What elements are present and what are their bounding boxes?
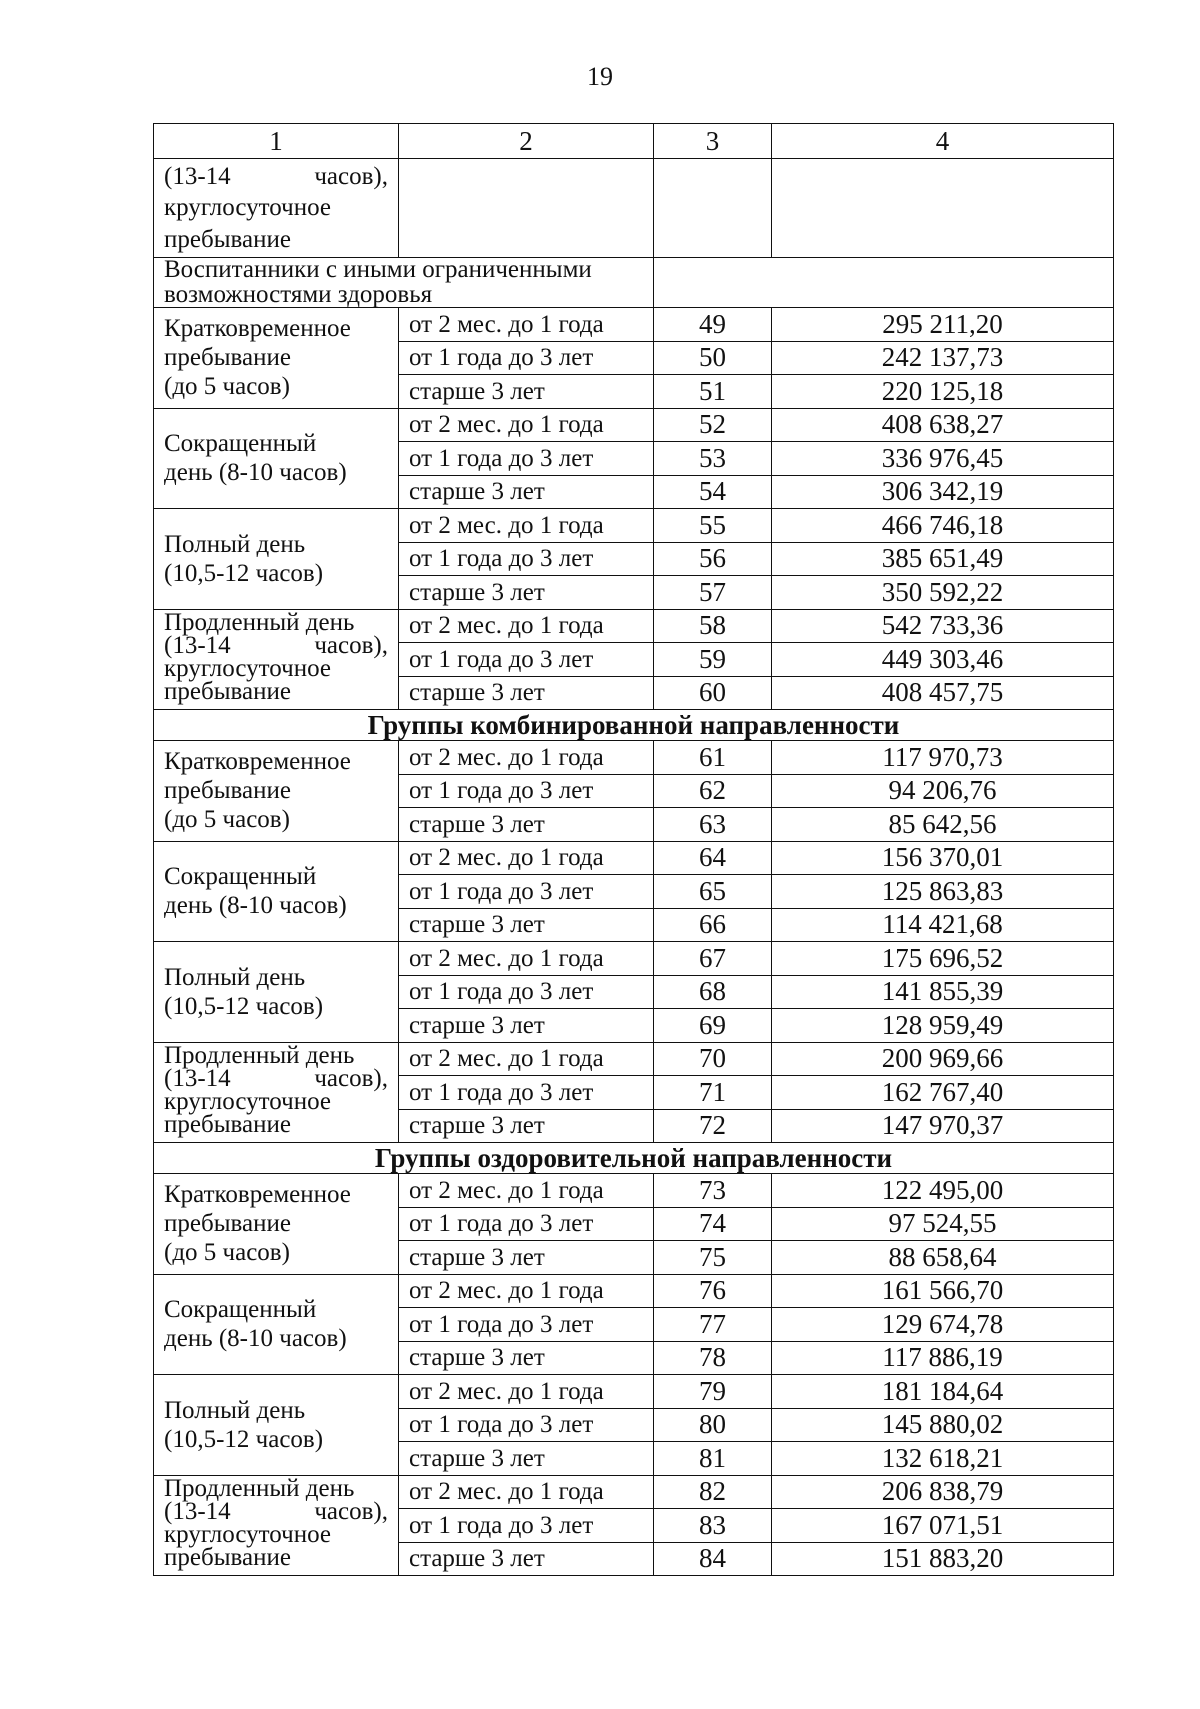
row-number-cell: 70 [654,1042,772,1076]
cost-value-cell: 141 855,39 [772,975,1114,1009]
stay-mode-line: Продленный день [164,608,355,636]
age-range-cell: от 1 года до 3 лет [399,341,654,375]
cost-value-cell: 114 421,68 [772,908,1114,942]
stay-mode-line: Полный день [164,963,306,991]
stay-mode-line: пребывание [164,344,291,372]
age-range-cell: от 2 мес. до 1 года [399,942,654,976]
cost-value-cell: 88 658,64 [772,1241,1114,1275]
cost-value-cell: 167 071,51 [772,1509,1114,1543]
table-row [154,841,1114,875]
age-range-cell: от 1 года до 3 лет [399,1207,654,1241]
cost-value-cell: 85 642,56 [772,808,1114,842]
cost-value-cell: 147 970,37 [772,1109,1114,1143]
cost-value-cell: 156 370,01 [772,841,1114,875]
column-header-1: 1 [154,124,399,159]
stay-mode-cell [154,1475,399,1576]
cost-value-cell: 128 959,49 [772,1009,1114,1043]
continuation-line: (13-14 часов), [164,163,388,191]
stay-mode-line: пребывание [164,1110,291,1138]
empty-cell [772,159,1114,258]
tariff-table [153,123,1114,1576]
age-range-cell: от 1 года до 3 лет [399,542,654,576]
cost-value-cell: 151 883,20 [772,1542,1114,1576]
category-line: Воспитанники с иными ограниченными [164,256,592,283]
cost-value-cell: 117 970,73 [772,741,1114,775]
stay-mode-cell [154,741,399,842]
cost-value-cell: 94 206,76 [772,774,1114,808]
stay-mode-line: день (8-10 часов) [164,459,347,487]
row-number-cell: 50 [654,341,772,375]
stay-mode-cell [154,942,399,1043]
row-number-cell: 72 [654,1109,772,1143]
age-range-cell: старше 3 лет [399,676,654,710]
stay-mode-cell [154,509,399,610]
stay-mode-line: (10,5-12 часов) [164,559,324,587]
table-row [154,1174,1114,1208]
category-row [154,258,1114,308]
row-number-cell: 56 [654,542,772,576]
section-title: Группы оздоровительной направленности [154,1143,1114,1174]
age-range-cell: от 1 года до 3 лет [399,442,654,476]
age-range-cell: старше 3 лет [399,808,654,842]
table-row [154,408,1114,442]
continuation-line: пребывание [164,225,291,253]
age-range-cell: от 1 года до 3 лет [399,1076,654,1110]
stay-mode-cell [154,1042,399,1143]
age-range-cell: от 2 мес. до 1 года [399,841,654,875]
continuation-line: круглосуточное [164,194,331,222]
row-number-cell: 59 [654,643,772,677]
section-header-row [154,710,1114,741]
stay-mode-line: круглосуточное [164,1520,331,1548]
stay-mode-line: круглосуточное [164,1087,331,1115]
row-number-cell: 66 [654,908,772,942]
row-number-cell: 75 [654,1241,772,1275]
age-range-cell: старше 3 лет [399,1009,654,1043]
table-row [154,741,1114,775]
table-header-row [154,124,1114,159]
stay-mode-line: (до 5 часов) [164,806,290,834]
table-row [154,1042,1114,1076]
row-number-cell: 67 [654,942,772,976]
row-number-cell: 79 [654,1375,772,1409]
stay-mode-cell [154,1274,399,1375]
continuation-mode-cell [154,159,399,258]
age-range-cell: от 2 мес. до 1 года [399,509,654,543]
cost-value-cell: 385 651,49 [772,542,1114,576]
stay-mode-line: (13-14 часов), [164,631,388,659]
cost-value-cell: 132 618,21 [772,1442,1114,1476]
stay-mode-line: круглосуточное [164,654,331,682]
cost-value-cell: 175 696,52 [772,942,1114,976]
age-range-cell: старше 3 лет [399,1109,654,1143]
section-header-row [154,1143,1114,1174]
table-row [154,1375,1114,1409]
stay-mode-cell [154,1174,399,1275]
row-number-cell: 83 [654,1509,772,1543]
age-range-cell: старше 3 лет [399,1542,654,1576]
age-range-cell: от 2 мес. до 1 года [399,1174,654,1208]
row-number-cell: 53 [654,442,772,476]
stay-mode-line: (10,5-12 часов) [164,1425,324,1453]
stay-mode-line: пребывание [164,1210,291,1238]
stay-mode-line: Сокращенный [164,430,317,457]
page-number: 19 [587,62,613,91]
cost-value-cell: 350 592,22 [772,576,1114,610]
stay-mode-line: день (8-10 часов) [164,892,347,920]
age-range-cell: старше 3 лет [399,908,654,942]
age-range-cell: от 1 года до 3 лет [399,643,654,677]
age-range-cell: от 1 года до 3 лет [399,875,654,909]
cost-value-cell: 125 863,83 [772,875,1114,909]
stay-mode-line: Сокращенный [164,1296,317,1323]
cost-value-cell: 122 495,00 [772,1174,1114,1208]
age-range-cell: от 2 мес. до 1 года [399,308,654,342]
stay-mode-line: (до 5 часов) [164,373,290,401]
empty-cell [654,258,1114,308]
row-number-cell: 60 [654,676,772,710]
empty-cell [654,159,772,258]
stay-mode-line: Продленный день [164,1041,355,1069]
table-row [154,308,1114,342]
cost-value-cell: 449 303,46 [772,643,1114,677]
section-title: Группы комбинированной направленности [154,710,1114,741]
column-header-2: 2 [399,124,654,159]
age-range-cell: от 1 года до 3 лет [399,774,654,808]
age-range-cell: старше 3 лет [399,576,654,610]
row-number-cell: 62 [654,774,772,808]
cost-value-cell: 129 674,78 [772,1308,1114,1342]
row-number-cell: 65 [654,875,772,909]
stay-mode-line: Продленный день [164,1474,355,1502]
age-range-cell: от 2 мес. до 1 года [399,1042,654,1076]
table-row [154,1475,1114,1509]
stay-mode-line: (13-14 часов), [164,1064,388,1092]
column-header-4: 4 [772,124,1114,159]
table-row [154,609,1114,643]
stay-mode-line: (13-14 часов), [164,1497,388,1525]
table-body [154,159,1114,1576]
table-row [154,509,1114,543]
row-number-cell: 74 [654,1207,772,1241]
stay-mode-line: день (8-10 часов) [164,1325,347,1353]
stay-mode-line: Полный день [164,1396,306,1424]
cost-value-cell: 242 137,73 [772,341,1114,375]
age-range-cell: от 2 мес. до 1 года [399,1375,654,1409]
stay-mode-line: пребывание [164,777,291,805]
row-number-cell: 71 [654,1076,772,1110]
cost-value-cell: 408 638,27 [772,408,1114,442]
age-range-cell: от 2 мес. до 1 года [399,1475,654,1509]
row-number-cell: 78 [654,1341,772,1375]
row-number-cell: 69 [654,1009,772,1043]
stay-mode-cell [154,408,399,509]
table-row [154,1274,1114,1308]
stay-mode-cell [154,308,399,409]
row-number-cell: 84 [654,1542,772,1576]
cost-value-cell: 466 746,18 [772,509,1114,543]
cost-value-cell: 200 969,66 [772,1042,1114,1076]
row-number-cell: 61 [654,741,772,775]
row-number-cell: 49 [654,308,772,342]
age-range-cell: от 2 мес. до 1 года [399,609,654,643]
cost-value-cell: 162 767,40 [772,1076,1114,1110]
row-number-cell: 77 [654,1308,772,1342]
row-number-cell: 82 [654,1475,772,1509]
cost-value-cell: 117 886,19 [772,1341,1114,1375]
age-range-cell: от 1 года до 3 лет [399,1308,654,1342]
row-number-cell: 57 [654,576,772,610]
cost-value-cell: 97 524,55 [772,1207,1114,1241]
table-row [154,942,1114,976]
age-range-cell: от 2 мес. до 1 года [399,408,654,442]
stay-mode-line: Кратковременное [164,1180,351,1208]
age-range-cell: от 1 года до 3 лет [399,1509,654,1543]
age-range-cell: от 1 года до 3 лет [399,1408,654,1442]
row-number-cell: 63 [654,808,772,842]
row-number-cell: 81 [654,1442,772,1476]
age-range-cell: от 2 мес. до 1 года [399,1274,654,1308]
cost-value-cell: 295 211,20 [772,308,1114,342]
column-header-3: 3 [654,124,772,159]
row-number-cell: 58 [654,609,772,643]
stay-mode-line: пребывание [164,1543,291,1571]
cost-value-cell: 306 342,19 [772,475,1114,509]
category-line: возможностями здоровья [164,280,433,308]
cost-value-cell: 408 457,75 [772,676,1114,710]
cost-value-cell: 181 184,64 [772,1375,1114,1409]
row-number-cell: 51 [654,375,772,409]
empty-cell [399,159,654,258]
cost-value-cell: 220 125,18 [772,375,1114,409]
cost-value-cell: 542 733,36 [772,609,1114,643]
row-number-cell: 76 [654,1274,772,1308]
age-range-cell: от 2 мес. до 1 года [399,741,654,775]
row-number-cell: 68 [654,975,772,1009]
row-number-cell: 55 [654,509,772,543]
age-range-cell: старше 3 лет [399,1341,654,1375]
stay-mode-line: пребывание [164,677,291,705]
stay-mode-line: Кратковременное [164,747,351,775]
row-number-cell: 80 [654,1408,772,1442]
age-range-cell: старше 3 лет [399,475,654,509]
continuation-row [154,159,1114,258]
row-number-cell: 52 [654,408,772,442]
cost-value-cell: 161 566,70 [772,1274,1114,1308]
stay-mode-line: (до 5 часов) [164,1239,290,1267]
stay-mode-line: (10,5-12 часов) [164,992,324,1020]
category-label [154,258,654,308]
stay-mode-cell [154,1375,399,1476]
stay-mode-line: Сокращенный [164,863,317,890]
cost-value-cell: 336 976,45 [772,442,1114,476]
stay-mode-line: Полный день [164,530,306,558]
row-number-cell: 64 [654,841,772,875]
stay-mode-line: Кратковременное [164,314,351,342]
age-range-cell: старше 3 лет [399,1442,654,1476]
age-range-cell: от 1 года до 3 лет [399,975,654,1009]
cost-value-cell: 145 880,02 [772,1408,1114,1442]
cost-value-cell: 206 838,79 [772,1475,1114,1509]
stay-mode-cell [154,609,399,710]
age-range-cell: старше 3 лет [399,1241,654,1275]
row-number-cell: 73 [654,1174,772,1208]
stay-mode-cell [154,841,399,942]
row-number-cell: 54 [654,475,772,509]
age-range-cell: старше 3 лет [399,375,654,409]
